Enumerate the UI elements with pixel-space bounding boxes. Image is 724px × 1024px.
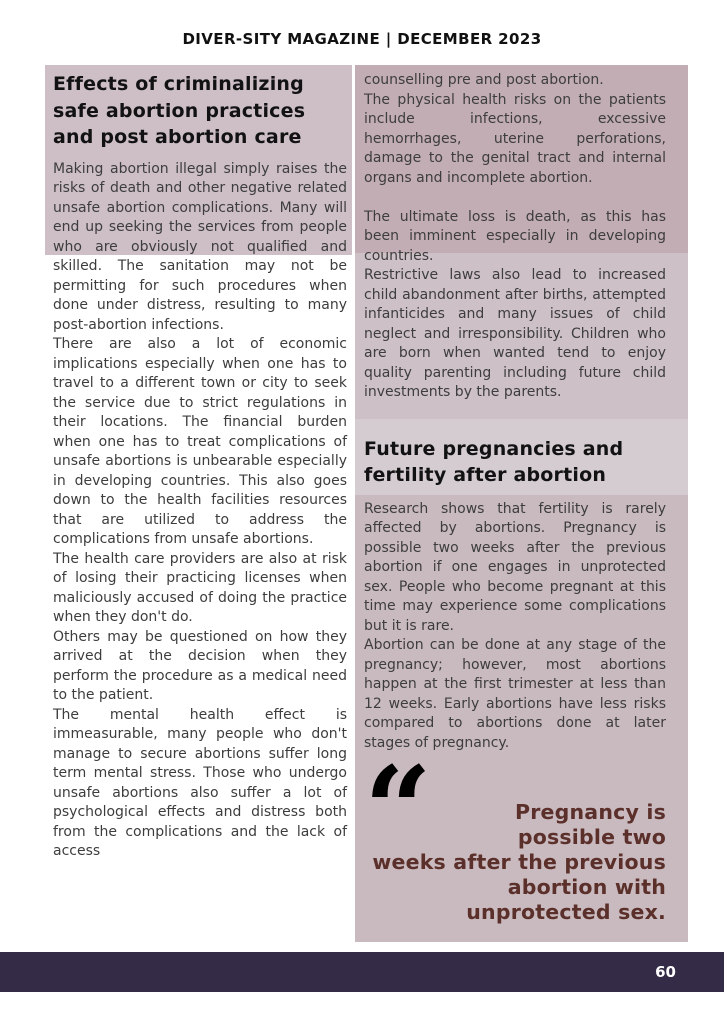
footer-bar <box>0 952 724 992</box>
body-paragraph: Others may be questioned on how they arrived at the decision when they perform the procedure as a medical need to the patient. <box>53 628 347 703</box>
body-paragraph: Abortion can be done at any stage of the pregnancy; however, most abortions happen at the first trimester at less than 12 weeks. Early abortions have less risks compared to abortions done at later stages of pregnancy. <box>364 637 666 751</box>
body-paragraph: The ultimate loss is death, as this has been imminent especially in developing countries. <box>364 208 666 264</box>
page-number: 60 <box>655 963 676 981</box>
body-paragraph: The mental health effect is immeasurable, many people who don't manage to secure abortions suffer long term mental stress. Those who undergo unsafe abortions also suffer a lot of psychological effects and distress both from the complications and the lack of access <box>53 706 347 859</box>
section-heading: Future pregnancies and fertility after abortion <box>364 437 624 486</box>
body-paragraph: Making abortion illegal simply raises the risks of death and other negative related unsafe abortion complications. Many will end up seeking the services from people who are obviously not qualified and skilled. The sanitation may not be permitting for such procedures when done under distress, resulting to many post-abortion infections. <box>53 160 347 333</box>
body-paragraph: There are also a lot of economic implications especially when one has to travel to a different town or city to seek the service due to strict regulations in their locations. The financial burden when one has to treat complications of unsafe abortions is unbearable especially in developing countries. This also goes down to the health facilities resources that are utilized to address the complications from unsafe abortions. <box>53 336 347 547</box>
body-paragraph: The health care providers are also at risk of losing their practicing licenses when maliciously accused of doing the practice when they don't do. <box>53 550 347 625</box>
masthead-title: DIVER-SITY MAGAZINE | DECEMBER 2023 <box>182 30 542 48</box>
right-column <box>364 71 666 939</box>
pull-quote <box>364 740 666 939</box>
body-paragraph: Research shows that fertility is rarely affected by abortions. Pregnancy is possible two weeks after the previous abortion if one engages in unprotected sex. People who become pregnant at this time may experience some complications but it is rare. <box>364 500 666 634</box>
quotation-marks-icon: “ <box>364 740 426 879</box>
body-paragraph: Restrictive laws also lead to increased child abandonment after births, attempted infanticides and many issues of child neglect and irresponsibility. Children who are born when wanted tend to enjoy quality parenting including future child investments by the parents. <box>364 267 666 400</box>
body-paragraph: The physical health risks on the patients include infections, excessive hemorrhages, uterine perforations, damage to the genital tract and internal organs and incomplete abortion. <box>364 91 666 186</box>
pull-quote-text: Pregnancy is possible two weeks after the previous abortion with unprotected sex. <box>372 800 666 924</box>
article-heading: Effects of criminalizing safe abortion practices and post abortion care <box>53 73 306 148</box>
body-paragraph: counselling pre and post abortion. <box>364 72 604 88</box>
left-column <box>53 71 347 862</box>
